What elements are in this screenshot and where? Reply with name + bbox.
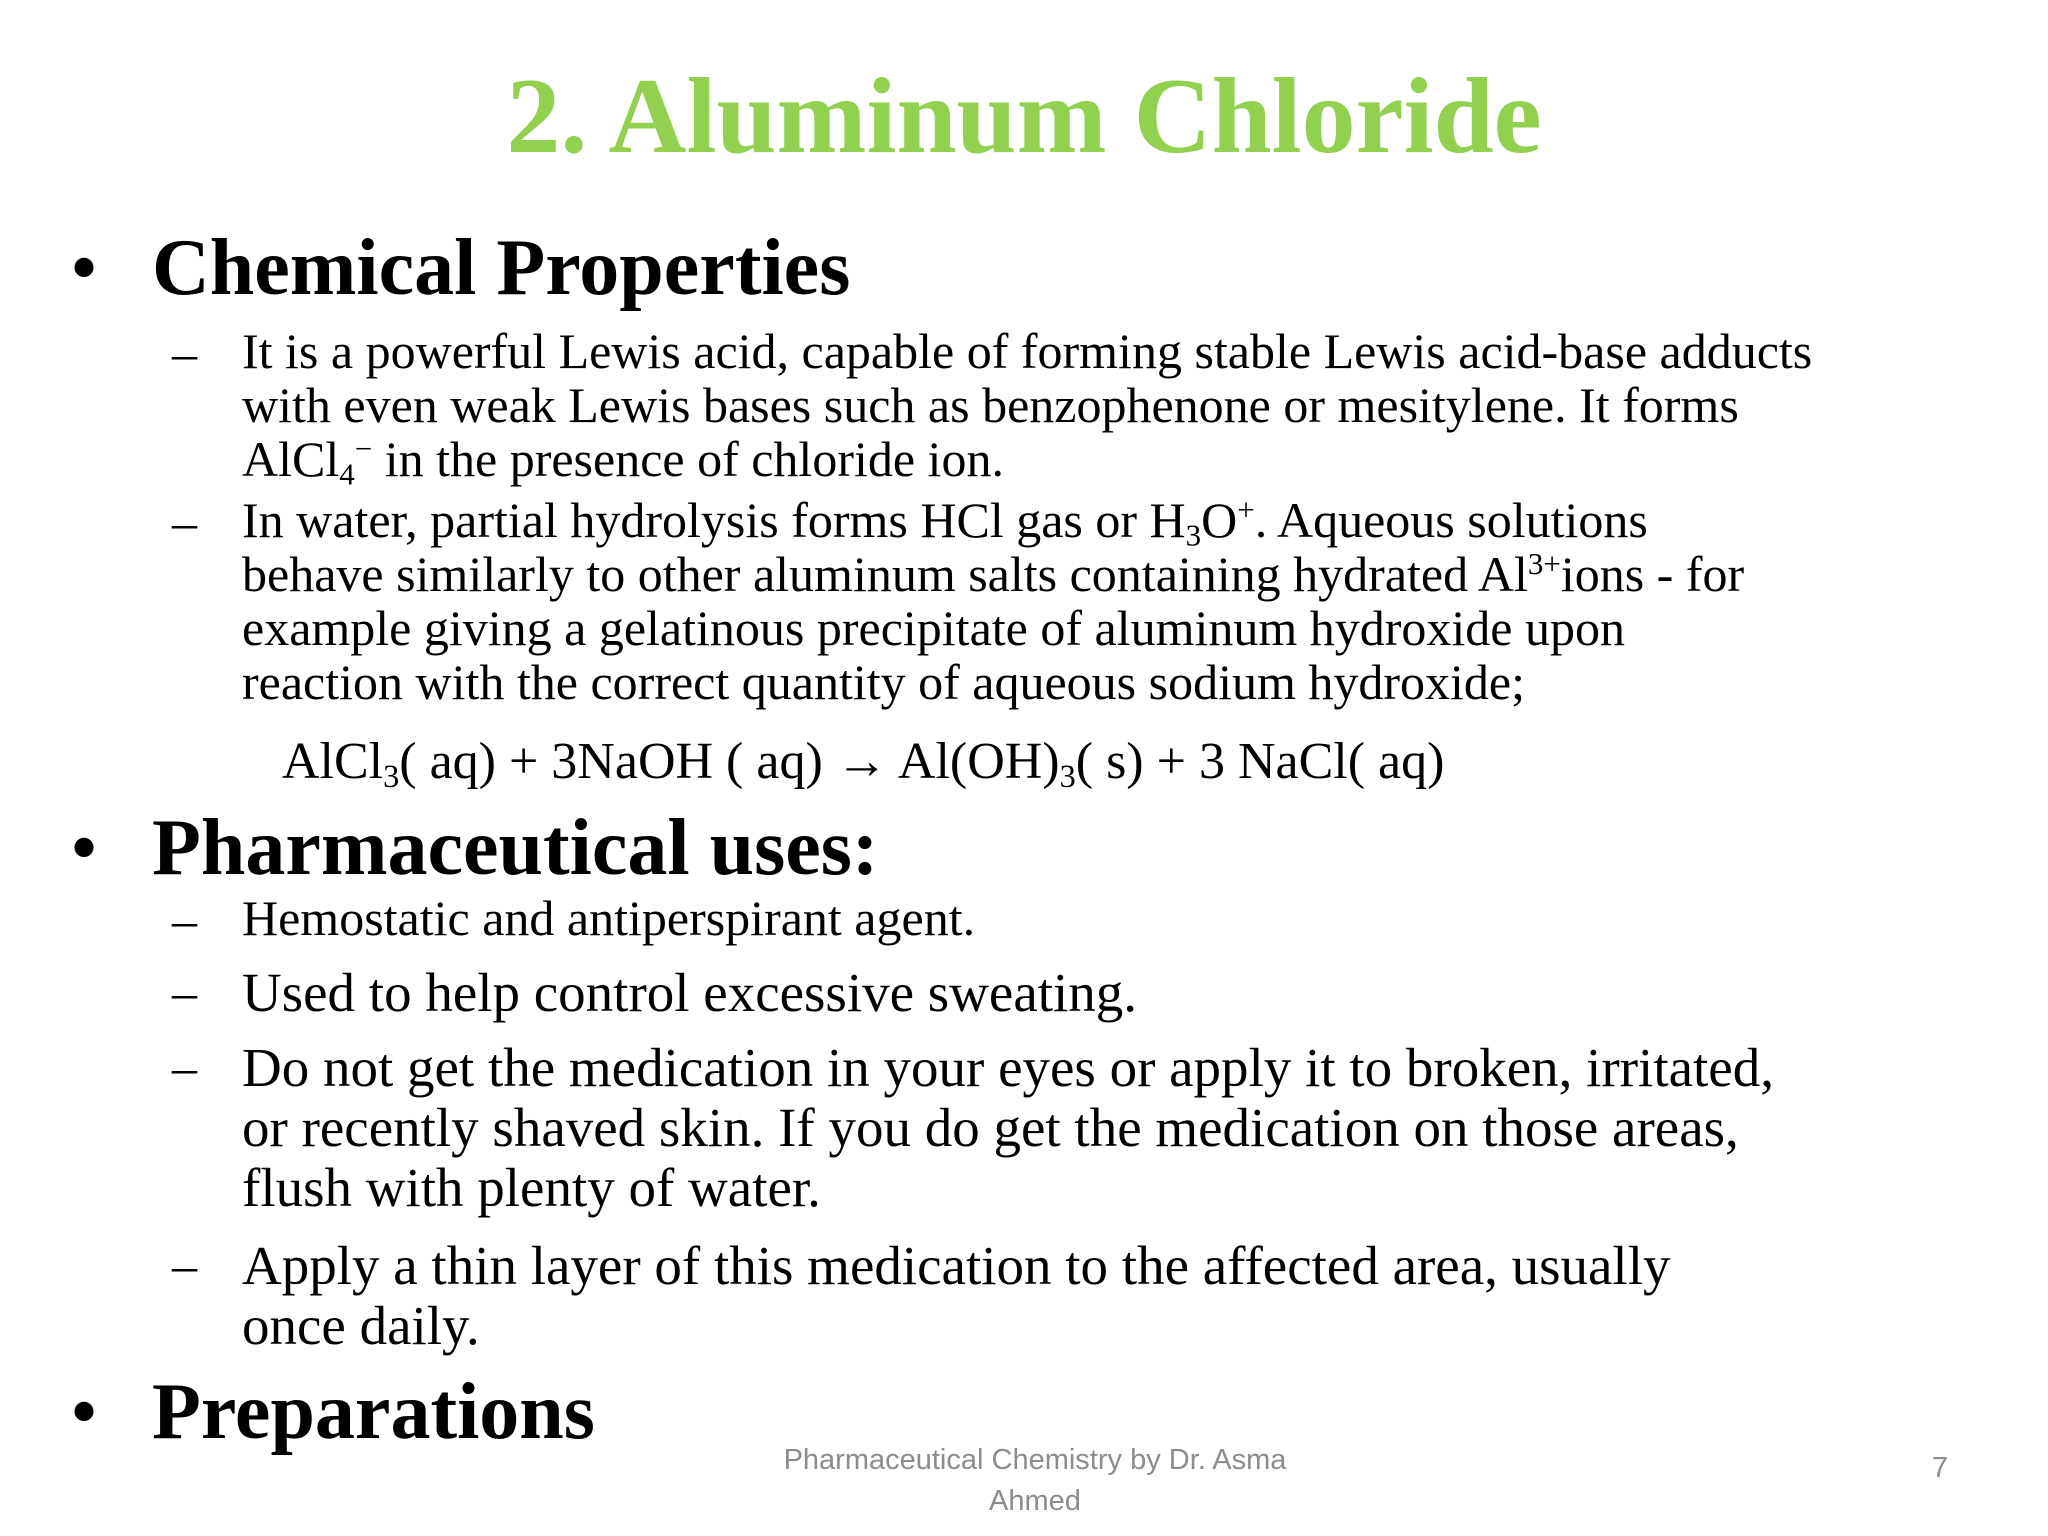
text-line: once daily.	[242, 1295, 480, 1356]
item-hydrolysis	[242, 493, 1744, 709]
dash-marker: –	[172, 1237, 197, 1293]
text-line: example giving a gelatinous precipitate of aluminum hydroxide upon	[242, 600, 1625, 656]
text-run: behave similarly to other aluminum salts containing hydrated Al	[242, 546, 1528, 602]
text-line	[242, 491, 1744, 553]
dash-marker: –	[172, 494, 197, 550]
subscript: 3	[1059, 758, 1076, 795]
text-run: In water, partial hydrolysis forms HCl gas or H	[242, 492, 1186, 548]
heading-preparations: Preparations	[152, 1368, 595, 1456]
dash-marker: –	[172, 892, 197, 948]
text-line: reaction with the correct quantity of aqueous sodium hydroxide;	[242, 654, 1525, 710]
reaction-equation	[282, 732, 1445, 795]
text-run: O	[1201, 492, 1238, 548]
dash-marker: –	[172, 325, 197, 381]
text-run: AlCl	[282, 733, 384, 790]
superscript: −	[354, 430, 373, 466]
item-lewis-acid	[242, 323, 1813, 492]
subscript: 3	[1185, 517, 1202, 553]
subscript: 4	[339, 456, 355, 492]
superscript: 3+	[1527, 545, 1561, 581]
bullet-marker: •	[70, 1368, 99, 1456]
bullet-marker: •	[70, 224, 99, 312]
text-line: Used to help control excessive sweating.	[242, 962, 1138, 1023]
text-run: ( s) + 3 NaCl( aq)	[1075, 733, 1445, 790]
superscript: +	[1237, 491, 1255, 527]
item-hemostatic	[242, 891, 975, 945]
text-run: in the presence of chloride ion.	[372, 431, 1004, 487]
text-line: Hemostatic and antiperspirant agent.	[242, 890, 976, 946]
text-run: ( aq) + 3NaOH ( aq) → Al(OH)	[399, 733, 1060, 790]
slide-title: 2. Aluminum Chloride	[506, 57, 1542, 176]
heading-chemical-properties: Chemical Properties	[152, 224, 851, 312]
bullet-marker: •	[70, 804, 99, 892]
text-run: . Aqueous solutions	[1254, 492, 1648, 548]
item-sweating	[242, 963, 1137, 1023]
dash-marker: –	[172, 1039, 197, 1095]
text-line: Apply a thin layer of this medication to the affected area, usually	[242, 1235, 1671, 1296]
text-line: It is a powerful Lewis acid, capable of forming stable Lewis acid-base adducts	[242, 323, 1813, 379]
footer-credit	[740, 1440, 1330, 1522]
subscript: 3	[383, 758, 400, 795]
text-run: ions - for	[1560, 546, 1745, 602]
page-number: 7	[1931, 1452, 1949, 1484]
footer-line: Ahmed	[989, 1485, 1081, 1517]
heading-pharmaceutical-uses: Pharmaceutical uses:	[152, 804, 879, 892]
text-line: flush with plenty of water.	[242, 1157, 821, 1218]
text-line	[242, 430, 1812, 492]
text-line: or recently shaved skin. If you do get the medication on those areas,	[242, 1097, 1739, 1158]
text-line	[242, 547, 1744, 601]
formula-alcl4: AlCl	[242, 431, 340, 487]
item-application	[242, 1236, 1671, 1356]
item-eye-warning	[242, 1038, 1774, 1218]
dash-marker: –	[172, 964, 197, 1020]
text-line: Do not get the medication in your eyes or apply it to broken, irritated,	[242, 1037, 1774, 1098]
text-line: with even weak Lewis bases such as benzophenone or mesitylene. It forms	[242, 377, 1739, 433]
footer-line: Pharmaceutical Chemistry by Dr. Asma	[783, 1444, 1287, 1476]
